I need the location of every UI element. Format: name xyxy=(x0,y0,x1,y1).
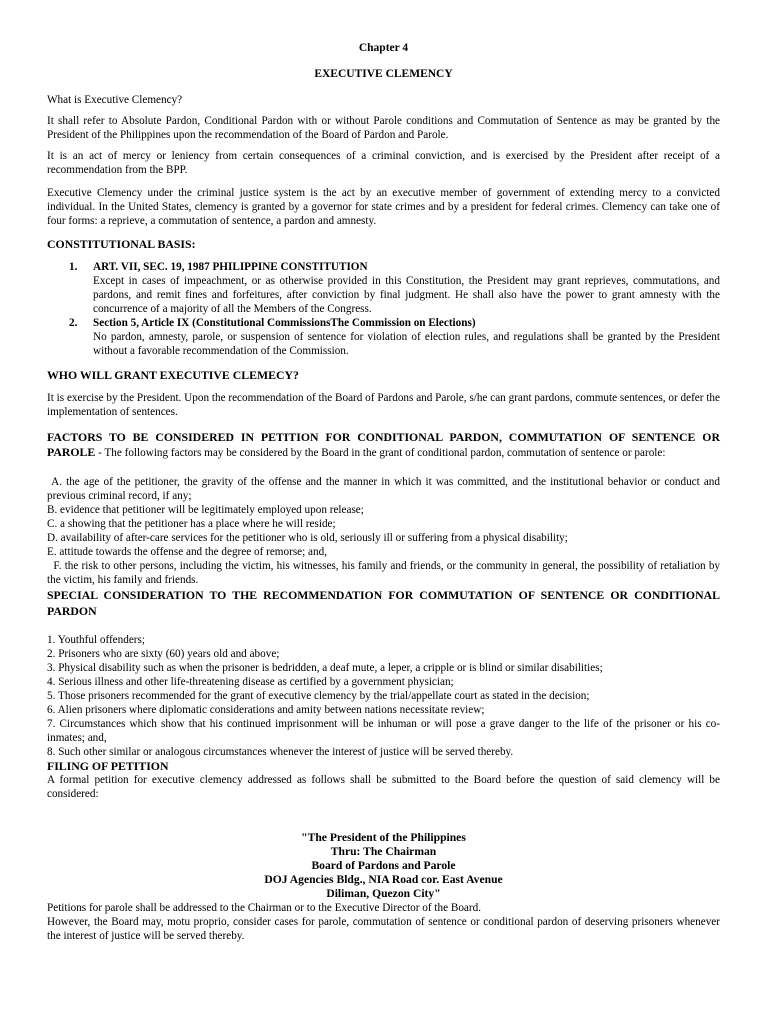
criminal-justice-paragraph: Executive Clemency under the criminal justice system is the act by an executive member of government of extending mercy to a convicted individual. In the United States, clemency is granted by a governor for state crimes and by a president for federal crimes. Clemency can take one of four forms: a reprieve, a commutation of sentence, a pardon and amnesty. xyxy=(47,187,720,227)
factor-item: C. a showing that the petitioner has a place where he will reside; xyxy=(47,518,336,530)
who-grants-body: It is exercise by the President. Upon the recommendation of the Board of Pardons and Parole, s/he can grant pardons, commute sentences, or defer the implementation of sentences. xyxy=(47,392,720,418)
special-item: 5. Those prisoners recommended for the grant of executive clemency by the trial/appellate court as stated in the decision; xyxy=(47,690,590,702)
factors-intro: - The following factors may be considered by the Board in the grant of conditional pardon, commutation of sentence or parole: xyxy=(95,447,666,459)
const-item-2-number: 2. xyxy=(69,317,78,329)
filing-body: A formal petition for executive clemency addressed as follows shall be submitted to the Board before the question of said clemency will be considered: xyxy=(47,774,720,800)
special-item: 4. Serious illness and other life-threatening disease as certified by a government physician; xyxy=(47,676,454,688)
special-item: 8. Such other similar or analogous circumstances whenever the interest of justice will be served thereby. xyxy=(47,746,514,758)
definition-paragraph: It shall refer to Absolute Pardon, Conditional Pardon with or without Parole conditions and Commutation of Sentence as may be granted by the President of the Philippines upon the recommendation of the Board of Pardon and Parole. xyxy=(47,115,720,141)
address-line: Diliman, Quezon City" xyxy=(326,887,441,900)
mercy-paragraph: It is an act of mercy or leniency from certain consequences of a criminal conviction, and is exercised by the President after receipt of a recommendation from the BPP. xyxy=(47,150,720,176)
address-line: Thru: The Chairman xyxy=(330,845,437,858)
factor-item: F. the risk to other persons, including the victim, his witnesses, his family and friends, or the community in general, the possibility of retaliation by the victim, his family and friends. xyxy=(47,560,723,586)
chapter-heading: Chapter 4 xyxy=(358,42,409,54)
special-list xyxy=(47,633,720,759)
address-line: Board of Pardons and Parole xyxy=(311,859,456,872)
special-item: 7. Circumstances which show that his continued imprisonment will be inhuman or will pose a grave danger to the life of the prisoner or his co-inmates; and, xyxy=(47,718,720,744)
const-item-2-body: No pardon, amnesty, parole, or suspension of sentence for violation of election rules, and regulations shall be granted by the President without a favorable recommendation of the Commission. xyxy=(93,331,720,357)
address-block xyxy=(47,831,720,901)
special-item: 6. Alien prisoners where diplomatic considerations and amity between nations necessitate review; xyxy=(47,704,485,716)
who-grants-heading: WHO WILL GRANT EXECUTIVE CLEMECY? xyxy=(47,368,299,382)
constitutional-basis-heading: CONSTITUTIONAL BASIS: xyxy=(47,237,196,251)
closing-paragraph-2: However, the Board may, motu proprio, consider cases for parole, commutation of sentence or conditional pardon of deserving prisoners whenever the interest of justice will be served thereby. xyxy=(47,916,720,942)
factor-item: A. the age of the petitioner, the gravity of the offense and the manner in which it was committed, and the institutional behavior or conduct and previous criminal record, if any; xyxy=(47,476,723,502)
special-item: 1. Youthful offenders; xyxy=(47,634,145,646)
special-item: 2. Prisoners who are sixty (60) years old and above; xyxy=(47,648,280,660)
factors-list xyxy=(47,475,723,587)
document-title: EXECUTIVE CLEMENCY xyxy=(314,68,453,80)
factor-item: D. availability of after-care services for the petitioner who is old, seriously ill or suffering from a physical disability; xyxy=(47,532,568,544)
document-page xyxy=(47,41,723,943)
factor-item: E. attitude towards the offense and the degree of remorse; and, xyxy=(47,546,327,558)
address-line: DOJ Agencies Bldg., NIA Road cor. East Avenue xyxy=(264,873,503,886)
special-consideration-heading: SPECIAL CONSIDERATION TO THE RECOMMENDATION FOR COMMUTATION OF SENTENCE OR CONDITIONAL PARDON xyxy=(47,588,720,618)
factor-item: B. evidence that petitioner will be legitimately employed upon release; xyxy=(47,504,364,516)
factors-paragraph xyxy=(47,430,720,460)
const-item-1-number: 1. xyxy=(69,261,78,273)
question-what-is: What is Executive Clemency? xyxy=(47,94,183,106)
const-item-2 xyxy=(47,316,720,358)
const-item-1-body: Except in cases of impeachment, or as otherwise provided in this Constitution, the President may grant reprieves, commutations, and pardons, and remit fines and forfeitures, after conviction by final judgment. He shall also have the power to grant amnesty with the concurrence of a majority of all the Members of the Congress. xyxy=(93,275,720,315)
const-item-1-title: ART. VII, SEC. 19, 1987 PHILIPPINE CONSTITUTION xyxy=(93,261,368,273)
address-line: "The President of the Philippines xyxy=(301,831,466,844)
factors-heading: FACTORS TO BE CONSIDERED IN PETITION FOR CONDITIONAL PARDON, COMMUTATION OF SENTENCE OR PAROLE xyxy=(47,430,720,459)
const-item-2-title: Section 5, Article IX (Constitutional CommissionsThe Commission on Elections) xyxy=(93,317,476,329)
const-item-1 xyxy=(47,260,720,316)
closing-paragraph-1: Petitions for parole shall be addressed to the Chairman or to the Executive Director of the Board. xyxy=(47,902,482,914)
filing-heading: FILING OF PETITION xyxy=(47,759,169,773)
special-item: 3. Physical disability such as when the prisoner is bedridden, a deaf mute, a leper, a cripple or is blind or similar disabilities; xyxy=(47,662,603,674)
